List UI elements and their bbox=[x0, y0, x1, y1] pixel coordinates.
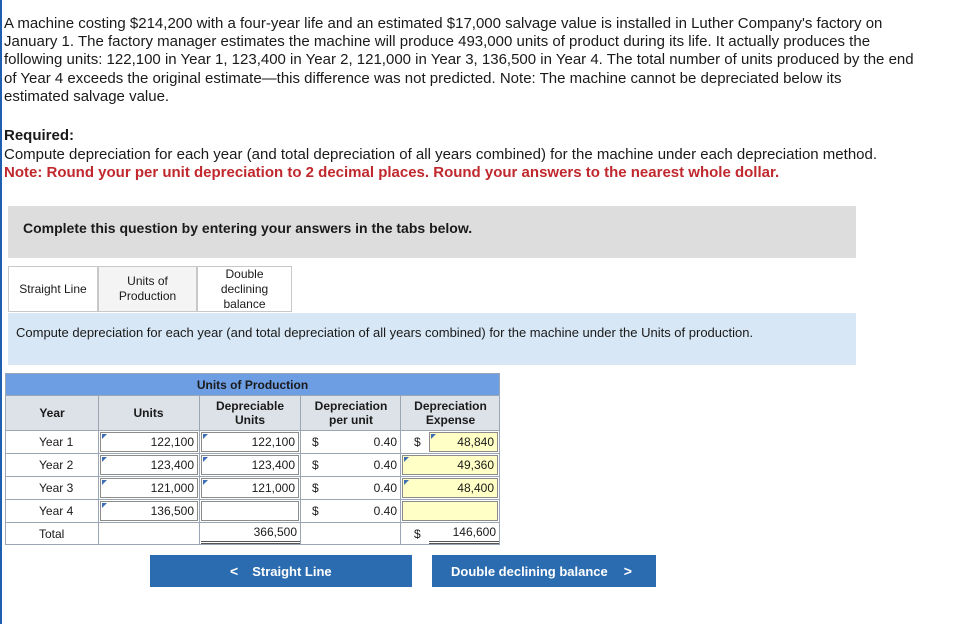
chevron-right-icon: > bbox=[623, 563, 632, 579]
required-text: Compute depreciation for each year (and total depreciation of all years combined) for the machine under each depreciation method. bbox=[4, 146, 878, 163]
row-total-label: Total bbox=[39, 526, 65, 541]
tab-double-declining-balance[interactable] bbox=[197, 266, 292, 312]
problem-line: estimated salvage value. bbox=[4, 87, 170, 105]
row-year: Year 4 bbox=[39, 504, 74, 518]
chevron-left-icon: < bbox=[230, 563, 239, 579]
depreciation-expense-input[interactable]: 49,360 bbox=[402, 455, 498, 475]
instructions-banner bbox=[8, 206, 856, 258]
group-header: Units of Production bbox=[196, 377, 309, 392]
header-depreciation-per-unit: Depreciation per unit bbox=[314, 398, 388, 427]
prev-tab-button[interactable] bbox=[150, 555, 412, 587]
tab-label: Straight Line bbox=[19, 281, 87, 296]
per-unit-value: 0.40 bbox=[373, 435, 397, 449]
prev-tab-label: Straight Line bbox=[252, 563, 332, 579]
depreciable-units-input[interactable] bbox=[201, 501, 299, 521]
depreciable-units-input[interactable]: 121,000 bbox=[201, 478, 299, 498]
next-tab-button[interactable] bbox=[432, 555, 656, 587]
left-accent-bar bbox=[0, 0, 2, 624]
problem-line: of Year 4 exceeds the original estimate—this difference was not predicted. Note: The machine cannot be depreciated below its bbox=[4, 69, 842, 87]
per-unit-value: 0.40 bbox=[373, 481, 397, 495]
units-input[interactable]: 136,500 bbox=[100, 501, 198, 521]
tab-instruction bbox=[8, 313, 856, 365]
problem-line: following units: 122,100 in Year 1, 123,400 in Year 2, 121,000 in Year 3, 136,500 in Year 4. The total number of units produced by the end bbox=[4, 51, 914, 69]
tab-straight-line[interactable] bbox=[8, 266, 98, 312]
row-year: Year 2 bbox=[39, 458, 74, 472]
dollar-sign: $ bbox=[414, 435, 421, 449]
units-input[interactable]: 123,400 bbox=[100, 455, 198, 475]
problem-text bbox=[4, 15, 964, 106]
depreciation-expense-input[interactable] bbox=[402, 501, 498, 521]
dollar-sign: $ bbox=[312, 481, 319, 495]
depreciable-units-input[interactable]: 123,400 bbox=[201, 455, 299, 475]
header-year: Year bbox=[39, 405, 65, 420]
problem-line: January 1. The factory manager estimates the machine will produce 493,000 units of product during its life. It actually produces the bbox=[4, 33, 871, 51]
tab-units-of-production[interactable] bbox=[98, 266, 197, 312]
units-input[interactable]: 122,100 bbox=[100, 432, 198, 452]
required-title: Required: bbox=[4, 127, 75, 144]
problem-line: A machine costing $214,200 with a four-year life and an estimated $17,000 salvage value is installed in Luther Company's factory on bbox=[4, 15, 883, 32]
depreciation-expense-input[interactable]: 48,400 bbox=[402, 478, 498, 498]
next-tab-label: Double declining balance bbox=[451, 563, 608, 579]
depreciable-units-input[interactable]: 122,100 bbox=[201, 432, 299, 452]
per-unit-value: 0.40 bbox=[373, 504, 397, 518]
grid-line bbox=[6, 395, 499, 396]
total-depreciable-units: 366,500 bbox=[201, 523, 300, 544]
row-year: Year 1 bbox=[39, 435, 74, 449]
units-input[interactable]: 121,000 bbox=[100, 478, 198, 498]
tab-label: Double declining balance bbox=[220, 266, 269, 311]
row-year: Year 3 bbox=[39, 481, 74, 495]
required-note: Note: Round your per unit depreciation to 2 decimal places. Round your answers to the nearest whole dollar. bbox=[4, 164, 780, 181]
header-depreciation-expense: Depreciation Expense bbox=[414, 398, 487, 427]
units-of-production-table bbox=[5, 373, 500, 545]
total-depreciation-expense: 146,600 bbox=[429, 523, 499, 544]
dollar-sign: $ bbox=[312, 435, 319, 449]
dollar-sign: $ bbox=[312, 504, 319, 518]
header-units: Units bbox=[133, 405, 164, 420]
tab-instruction-text: Compute depreciation for each year (and total depreciation of all years combined) for the machine under the Units of production. bbox=[16, 325, 754, 340]
instructions-banner-text: Complete this question by entering your answers in the tabs below. bbox=[23, 220, 473, 236]
dollar-sign: $ bbox=[414, 526, 421, 541]
tab-label: Units of Production bbox=[118, 274, 177, 303]
depreciation-expense-input[interactable]: 48,840 bbox=[429, 432, 498, 452]
dollar-sign: $ bbox=[312, 458, 319, 472]
header-depreciable-units: Depreciable Units bbox=[215, 398, 285, 427]
per-unit-value: 0.40 bbox=[373, 458, 397, 472]
